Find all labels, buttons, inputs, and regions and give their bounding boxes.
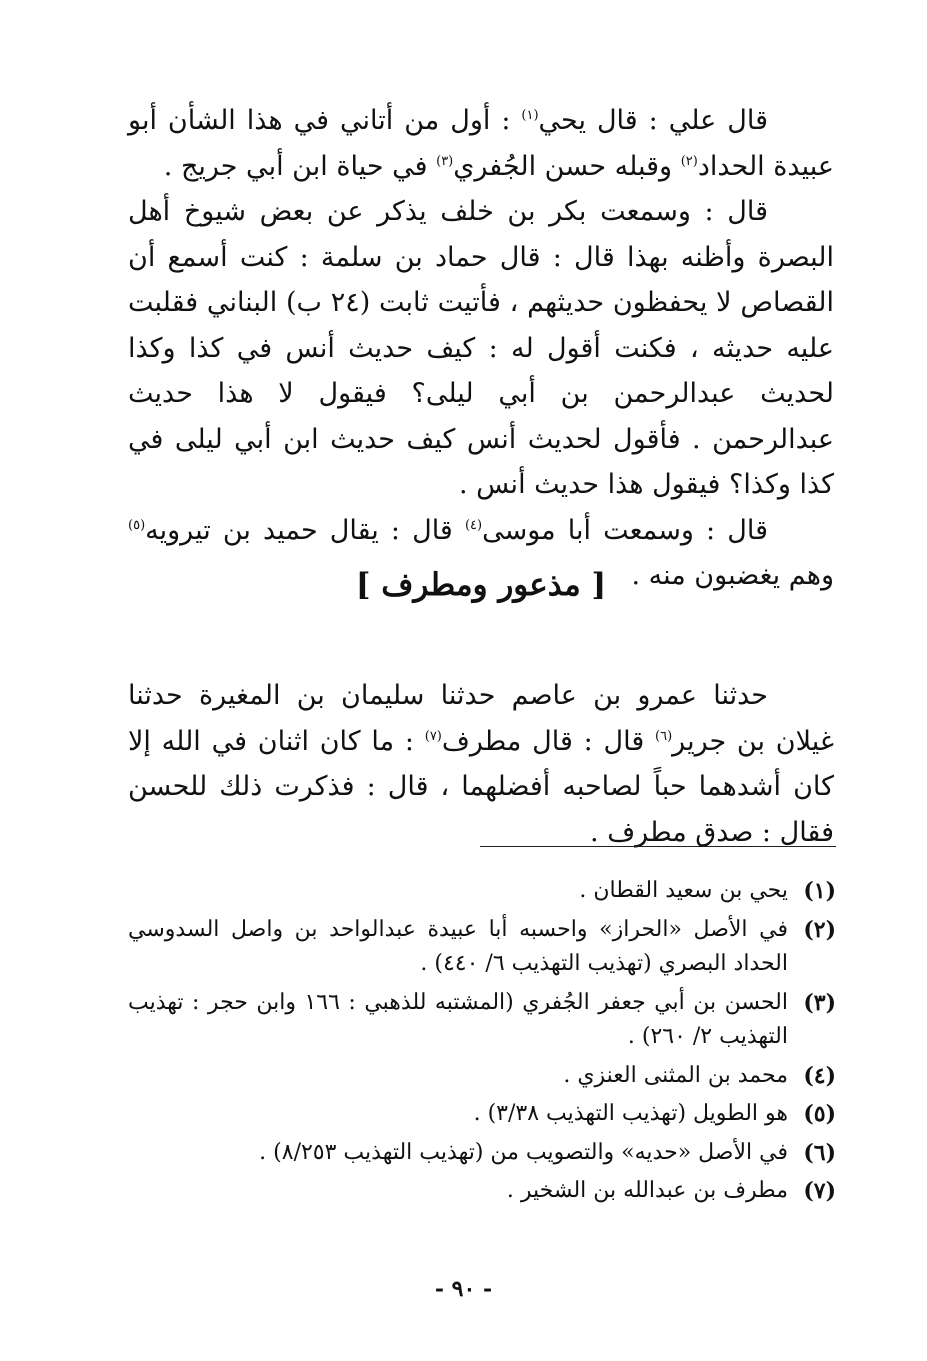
footnote-text: هو الطويل (تهذيب التهذيب ٣/٣٨) .	[473, 1101, 788, 1126]
footnote-item	[128, 874, 836, 909]
footnote-ref: (١)	[521, 108, 539, 123]
paragraph	[128, 189, 834, 508]
footnote-ref: (٤)	[464, 517, 483, 533]
footnote-text: في الأصل «حديه» والتصويب من (تهذيب التهذيب ٨/٢٥٣) .	[259, 1139, 788, 1165]
footnote-item	[128, 913, 836, 982]
footnote-text: في الأصل «الحراز» واحسبه أبا عبيدة عبدالواحد بن واصل السدوسي الحداد البصري (تهذيب التهذيب ٦/ ٤٤٠) .	[128, 916, 788, 976]
footnote-ref: (٦)	[655, 728, 673, 744]
footnote-text: يحي بن سعيد القطان .	[579, 878, 788, 903]
footnote-number: (٥)	[803, 1101, 836, 1127]
text-run: وهم يغضبون منه .	[631, 560, 834, 591]
footnote-number: (٣)	[803, 989, 836, 1016]
footnote-ref: (٥)	[128, 517, 146, 533]
footnote-ref: (٣)	[436, 153, 454, 169]
footnote-ref: (٢)	[680, 153, 698, 169]
paragraph	[128, 98, 834, 189]
footnote-item	[128, 986, 836, 1055]
footnote-item	[128, 1136, 836, 1171]
footnote-text: مطرف بن عبدالله بن الشخير .	[506, 1178, 788, 1203]
footnote-number: (٤)	[803, 1062, 836, 1089]
text-run: قال : وسمعت بكر بن خلف يذكر عن بعض شيوخ أهل البصرة وأظنه بهذا قال : قال حماد بن سلمة : كنت أسمع أن القصاص لا يحفظون حديثهم ، فأتيت ثابت (٢٤ ب) البناني فقلبت عليه حديثه ، فكنت أقول له : كيف حديث أنس في كذا وكذا لحديث عبدالرحمن بن أبي ليلى؟ فيقول لا هذا حديث عبدالرحمن . فأقول لحديث أنس كيف حديث ابن أبي ليلى في كذا وكذا؟ فيقول هذا حديث أنس .	[128, 196, 834, 500]
footnote-item	[128, 1059, 836, 1094]
footnote-text: محمد بن المثنى العنزي .	[563, 1062, 788, 1088]
body-text	[128, 98, 834, 599]
text-run: في حياة ابن أبي جريج .	[163, 150, 437, 182]
text-run: قال : يقال حميد بن تيرويه	[145, 514, 465, 546]
text-run: حدثنا عمرو بن عاصم حدثنا سليمان بن المغيرة حدثنا غيلان بن جرير	[128, 680, 834, 757]
section-text	[128, 673, 834, 855]
page-number: - ٩٠ -	[434, 1276, 493, 1302]
footnote-divider	[480, 846, 836, 847]
footnote-number: (٦)	[803, 1139, 836, 1166]
text-run: قال علي : قال يحي	[538, 105, 768, 136]
footnotes-list	[128, 874, 836, 1213]
footnote-ref: (٧)	[424, 728, 442, 744]
text-run: وقبله حسن الجُفري	[453, 150, 681, 182]
footnote-number: (٢)	[803, 916, 836, 943]
section-heading: [ مذعور ومطرف ]	[355, 567, 607, 603]
footnote-item	[128, 1097, 836, 1132]
footnote-number: (١)	[803, 878, 836, 904]
footnote-text: الحسن بن أبي جعفر الجُفري (المشتبه للذهبي : ١٦٦ وابن حجر : تهذيب التهذيب ٢/ ٢٦٠) .	[128, 989, 789, 1049]
text-run: قال : قال مطرف	[441, 725, 656, 757]
text-run: قال : وسمعت أبا موسى	[482, 514, 768, 546]
footnote-item	[128, 1174, 836, 1209]
text-run: : ما كان اثنان في الله إلا كان أشدهما حباً لصاحبه أفضلهما ، قال : فذكرت ذلك للحسن فقال : صدق مطرف .	[128, 725, 834, 848]
text-run: : أول من أتاني في هذا الشأن أبو عبيدة الحداد	[128, 105, 834, 182]
footnote-number: (٧)	[803, 1178, 836, 1204]
paragraph	[128, 673, 834, 855]
